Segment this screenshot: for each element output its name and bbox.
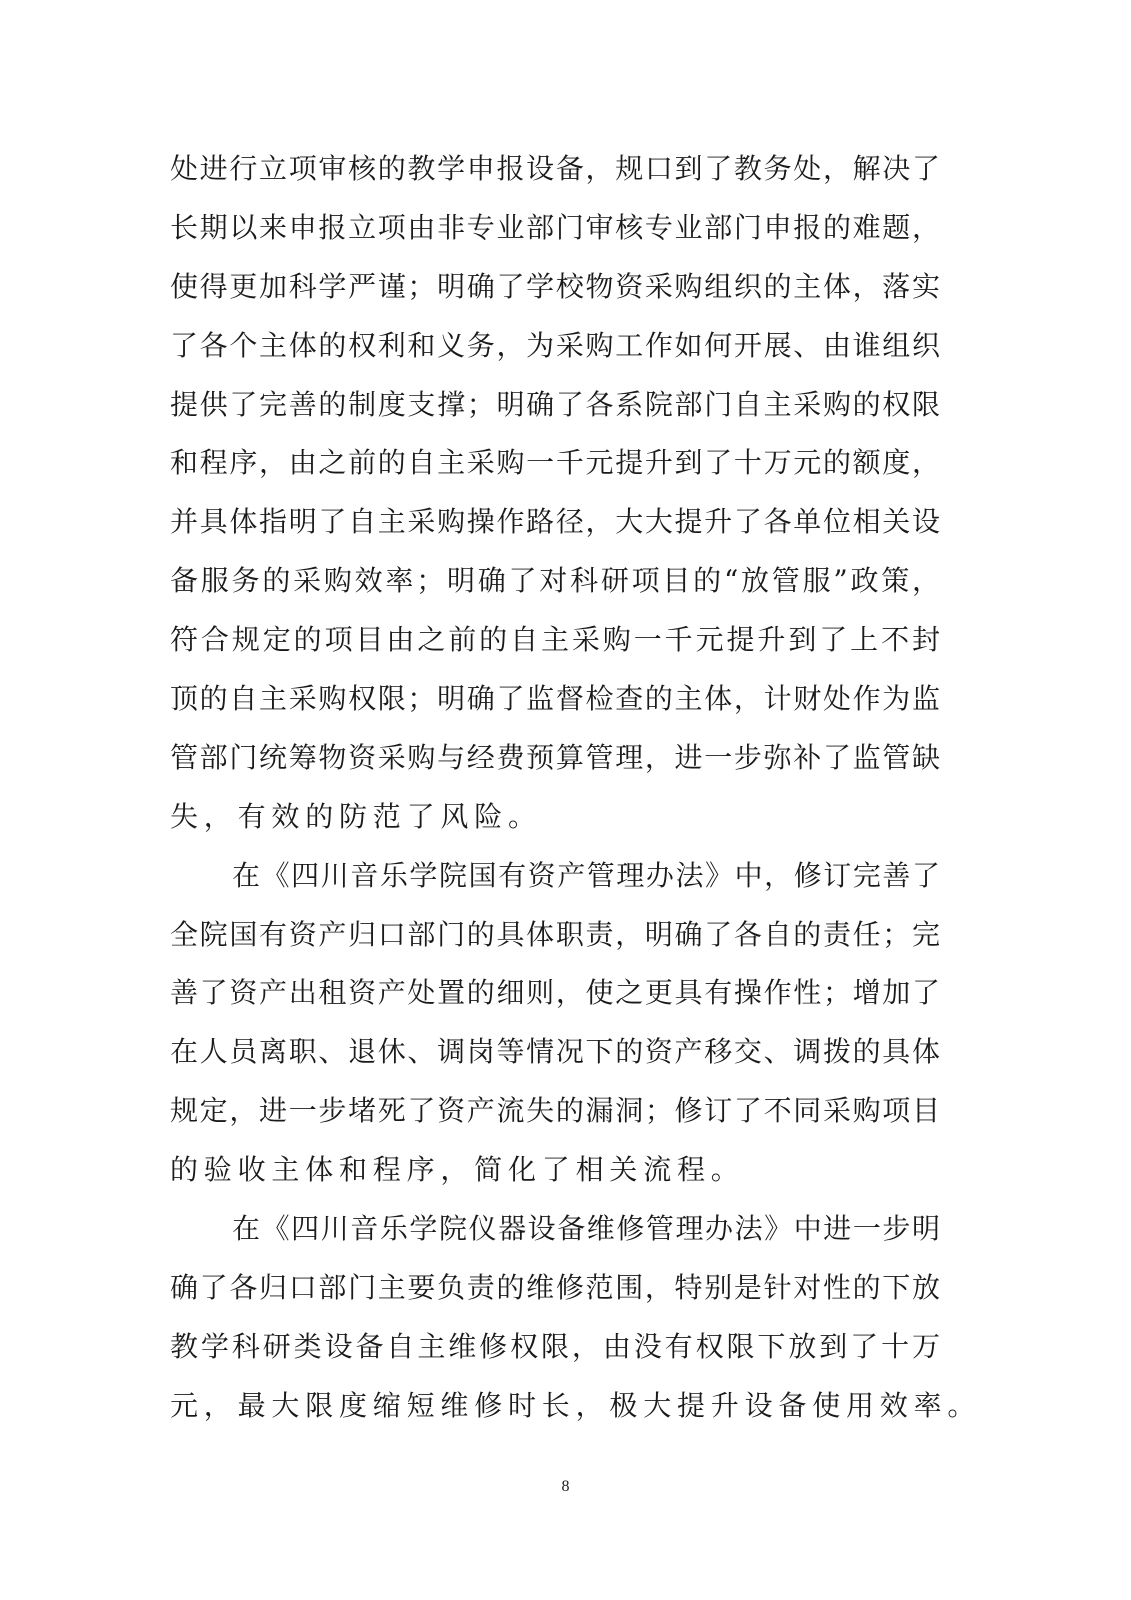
text-line: 失，有效的防范了风险。 (170, 799, 542, 833)
text-line: 并具体指明了自主采购操作路径，大大提升了各单位相关设 (170, 505, 940, 539)
text-line: 确了各归口部门主要负责的维修范围，特别是针对性的下放 (170, 1270, 940, 1304)
text-line: 在《四川音乐学院仪器设备维修管理办法》中进一步明 (232, 1212, 940, 1246)
text-line: 管部门统筹物资采购与经费预算管理，进一步弥补了监管缺 (170, 740, 940, 774)
text-line: 长期以来申报立项由非专业部门审核专业部门申报的难题， (170, 210, 940, 244)
text-line: 了各个主体的权利和义务，为采购工作如何开展、由谁组织 (170, 328, 940, 362)
text-line: 的验收主体和程序，简化了相关流程。 (170, 1153, 745, 1187)
text-line: 备服务的采购效率；明确了对科研项目的“放管服”政策， (170, 564, 940, 598)
text-line: 和程序，由之前的自主采购一千元提升到了十万元的额度， (170, 446, 940, 480)
text-line: 善了资产出租资产处置的细则，使之更具有操作性；增加了 (170, 976, 940, 1010)
text-line: 教学科研类设备自主维修权限，由没有权限下放到了十万 (170, 1329, 940, 1363)
text-line: 规定，进一步堵死了资产流失的漏洞；修订了不同采购项目 (170, 1094, 940, 1128)
text-line: 符合规定的项目由之前的自主采购一千元提升到了上不封 (170, 623, 940, 657)
text-line: 在《四川音乐学院国有资产管理办法》中，修订完善了 (232, 858, 940, 892)
text-line: 顶的自主采购权限；明确了监督检查的主体，计财处作为监 (170, 682, 940, 716)
text-line: 使得更加科学严谨；明确了学校物资采购组织的主体，落实 (170, 269, 940, 303)
text-line: 元，最大限度缩短维修时长，极大提升设备使用效率。 (170, 1388, 982, 1422)
body-text (170, 140, 982, 1436)
text-line: 全院国有资产归口部门的具体职责，明确了各自的责任；完 (170, 917, 940, 951)
page-number: 8 (561, 1478, 570, 1495)
text-line: 在人员离职、退休、调岗等情况下的资产移交、调拨的具体 (170, 1035, 940, 1069)
text-line: 提供了完善的制度支撑；明确了各系院部门自主采购的权限 (170, 387, 940, 421)
text-line: 处进行立项审核的教学申报设备，规口到了教务处，解决了 (170, 152, 940, 185)
